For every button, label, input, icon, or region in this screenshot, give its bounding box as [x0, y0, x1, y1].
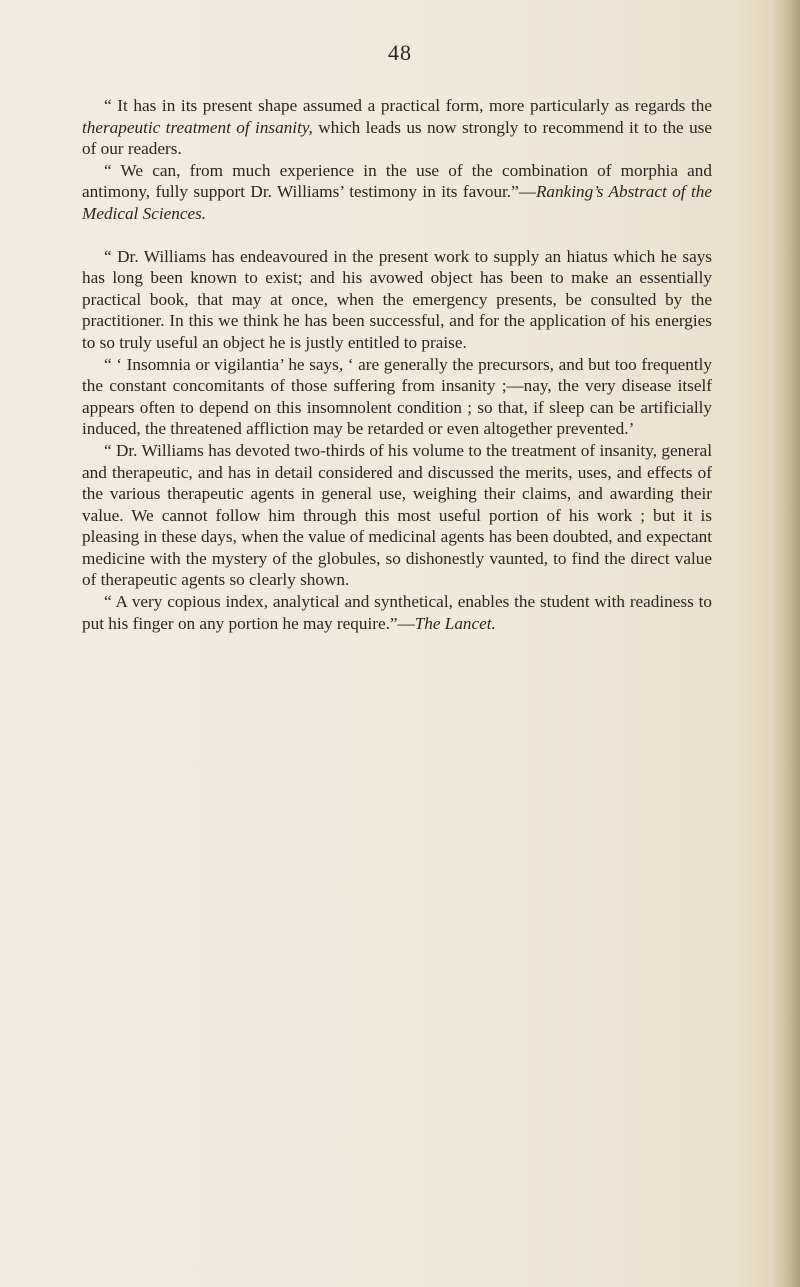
paragraph-index — [82, 591, 712, 634]
paragraph-text: “ It has in its present shape assumed a practical form, more particularly as regards the — [104, 96, 712, 115]
paragraph-text: “ We can, from much experience in the use of the combination of morphia and antimony, fully support Dr. Williams’ testimony in its favour.”— — [82, 160, 712, 202]
paragraph-hiatus — [82, 246, 712, 354]
paragraph-text: “ ‘ Insomnia or vigilantia’ he says, ‘ are generally the precursors, and but too frequently the constant concomitants of those suffering from insanity ;—nay, the very disease itself appears often to depend on this insomnolent condition ; so that, if sleep can be artificially induced, the threatened affliction may be retarded or even altogether prevented.’ — [82, 354, 712, 439]
citation-source: Ranking’s Abstract of the Medical Sciences. — [82, 182, 712, 223]
italic-reference: therapeutic treatment of insanity, — [82, 117, 313, 137]
paragraph-text: which leads us now strongly to recommend it to the use of our readers. — [82, 117, 712, 159]
paragraph-insomnia — [82, 354, 712, 440]
page-edge-shadow — [772, 0, 800, 1287]
citation-source: The Lancet. — [414, 613, 496, 633]
paragraph-morphia-antimony — [82, 160, 712, 225]
paragraph-text: “ Dr. Williams has devoted two-thirds of his volume to the treatment of insanity, general and therapeutic, and has in detail considered and discussed the merits, uses, and effects of the various therapeutic agents in general use, weighing their claims, and awarding their value. We cannot follow him through this most useful portion of his work ; but it is pleasing in these days, when the value of medicinal agents has been doubted, and expectant medicine with the mystery of the globules, so dishonestly vaunted, to find the direct value of therapeutic agents so clearly shown. — [82, 440, 712, 590]
review-quotations — [82, 95, 712, 634]
paragraph-therapeutic-treatment — [82, 95, 712, 160]
page-number: 48 — [388, 40, 412, 65]
paragraph-text: “ A very copious index, analytical and synthetical, enables the student with readiness to put his finger on any portion he may require.”— — [82, 592, 712, 633]
paragraph-two-thirds — [82, 440, 712, 591]
paragraph-text: “ Dr. Williams has endeavoured in the present work to supply an hiatus which he says has long been known to exist; and his avowed object has been to make an essentially practical book, that may at once, when the emergency presents, be consulted by the practitioner. In this we think he has been successful, and for the application of his energies to so truly useful an object he is justly entitled to praise. — [82, 246, 712, 352]
